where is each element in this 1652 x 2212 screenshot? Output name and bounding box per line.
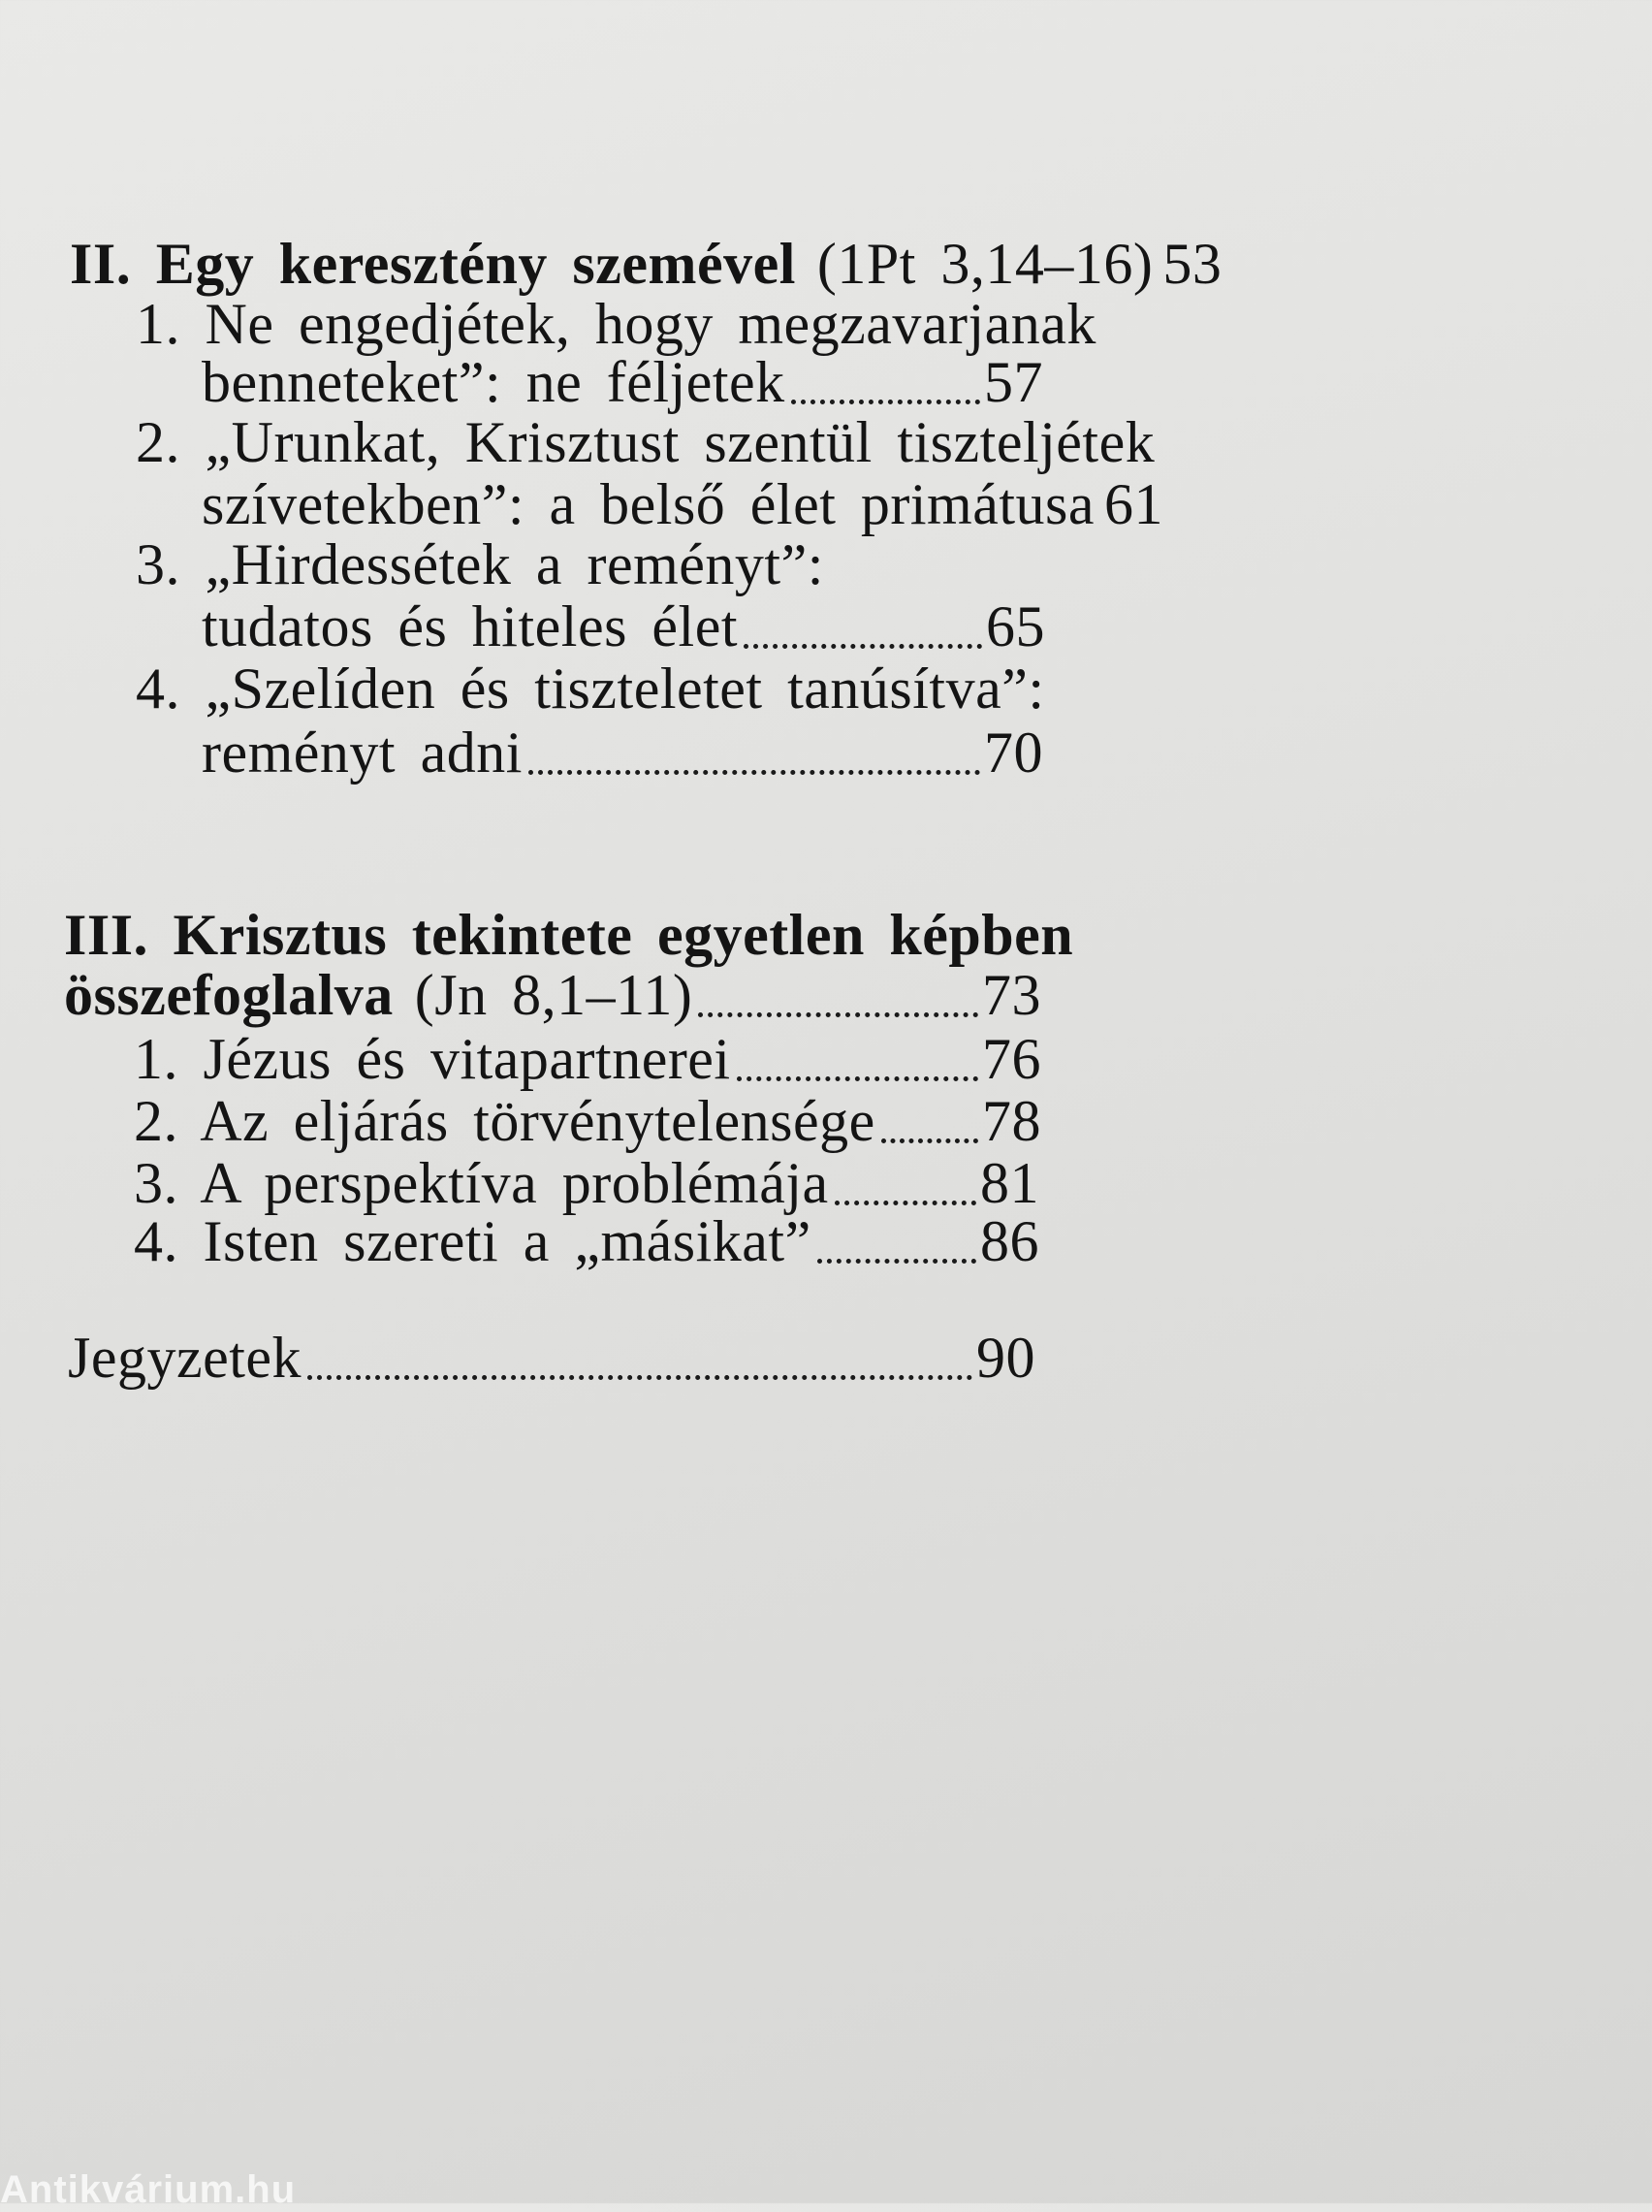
dot-leader xyxy=(835,1200,976,1205)
toc-item-2-2-line1 xyxy=(136,409,1155,476)
dot-leader xyxy=(698,1011,978,1017)
section-3-page: 73 xyxy=(982,963,1041,1027)
toc-item-2-2-line2 xyxy=(202,471,1163,538)
section-2-reference: (1Pt 3,14–16) xyxy=(816,232,1154,296)
section-3-title: III. Krisztus tekintete egyetlen képben xyxy=(64,903,1074,967)
item-2-4-text: 4. „Szelíden és tiszteletet tanúsítva”: xyxy=(136,657,1045,721)
item-2-3-text-cont: tudatos és hiteles élet xyxy=(202,594,739,658)
section-2-title: II. Egy keresztény szemével xyxy=(70,232,796,296)
item-3-3-page: 81 xyxy=(980,1151,1039,1215)
item-3-1-page: 76 xyxy=(982,1027,1041,1091)
item-2-4-page: 70 xyxy=(984,721,1043,785)
dot-leader xyxy=(528,769,980,775)
toc-item-2-3-line2 xyxy=(202,593,1045,660)
item-3-4-text: 4. Isten szereti a „másikat” xyxy=(134,1209,811,1273)
toc-section-2-heading xyxy=(70,231,1223,298)
toc-section-3-heading-line2 xyxy=(64,962,1041,1029)
item-2-1-page: 57 xyxy=(984,350,1043,414)
section-3-reference: (Jn 8,1–11) xyxy=(414,963,693,1027)
item-2-2-text: 2. „Urunkat, Krisztust szentül tiszteljétek xyxy=(136,410,1156,474)
item-3-2-text: 2. Az eljárás törvénytelensége xyxy=(134,1089,875,1153)
dot-leader xyxy=(744,643,982,649)
item-3-2-page: 78 xyxy=(982,1089,1041,1153)
dot-leader xyxy=(307,1374,972,1380)
section-2-page: 53 xyxy=(1162,232,1223,296)
item-3-3-text: 3. A perspektíva problémája xyxy=(134,1151,829,1215)
toc-item-2-4-line2 xyxy=(202,720,1043,786)
toc-section-3-heading-line1 xyxy=(64,902,1073,969)
dot-leader xyxy=(881,1138,978,1143)
dot-leader xyxy=(791,399,980,404)
watermark: Antikvárium.hu xyxy=(0,2168,297,2211)
item-2-2-text-cont: szívetekben”: a belső élet primátusa xyxy=(202,472,1095,536)
dot-leader xyxy=(817,1258,976,1264)
toc-item-3-1 xyxy=(134,1026,1041,1093)
toc-item-3-3 xyxy=(134,1150,1039,1217)
toc-item-2-4-line1 xyxy=(136,656,1045,722)
toc-item-2-1-line2 xyxy=(202,349,1043,416)
item-3-4-page: 86 xyxy=(980,1209,1039,1273)
item-2-2-page: 61 xyxy=(1104,472,1163,536)
item-2-4-text-cont: reményt adni xyxy=(202,721,523,785)
item-2-3-text: 3. „Hirdessétek a reményt”: xyxy=(136,532,824,596)
toc-item-2-3-line1 xyxy=(136,531,824,598)
item-2-3-page: 65 xyxy=(986,594,1045,658)
dot-leader xyxy=(737,1075,978,1081)
toc-item-3-2 xyxy=(134,1088,1041,1155)
item-2-1-text-cont: benneteket”: ne féljetek xyxy=(202,350,785,414)
toc-item-2-1-line1 xyxy=(136,291,1096,358)
notes-page: 90 xyxy=(976,1326,1035,1390)
item-3-1-text: 1. Jézus és vitapartnerei xyxy=(134,1027,731,1091)
toc-notes xyxy=(68,1325,1035,1392)
toc-item-3-4 xyxy=(134,1208,1039,1275)
section-3-title-cont: összefoglalva xyxy=(64,963,394,1027)
notes-label: Jegyzetek xyxy=(68,1326,302,1390)
item-2-1-text: 1. Ne engedjétek, hogy megzavarjanak xyxy=(136,292,1096,356)
